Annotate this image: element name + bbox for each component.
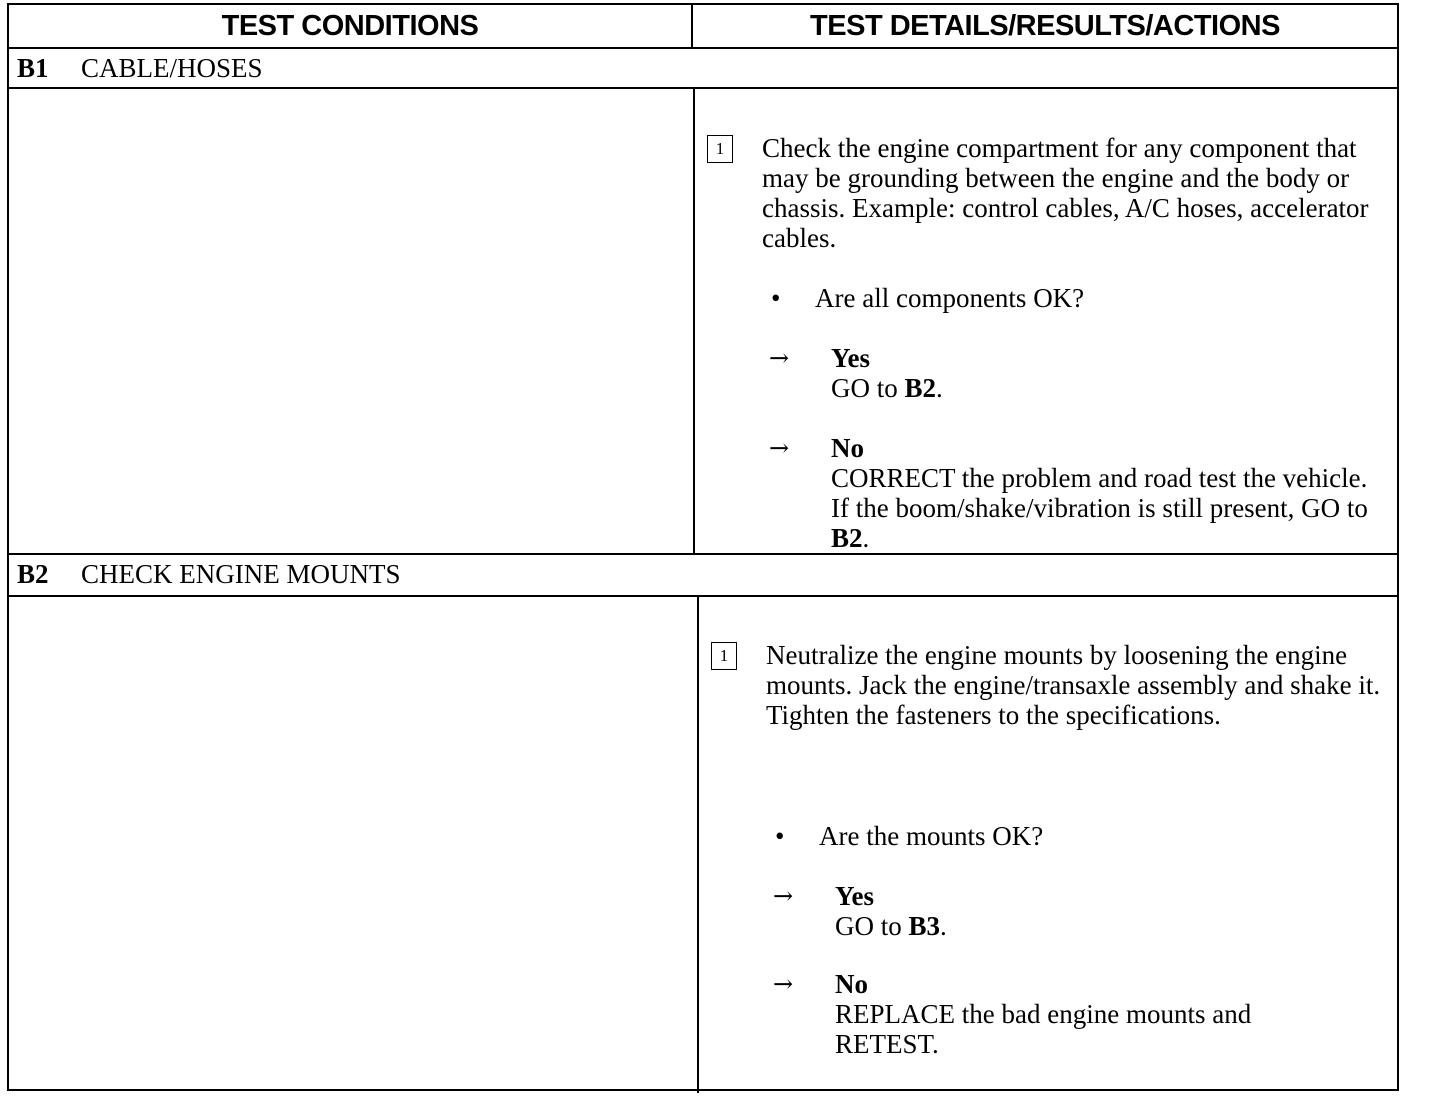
section-b1-title-divider: [9, 87, 1397, 89]
section-b1-yes-branch: [769, 343, 1371, 403]
section-b1-no-action: CORRECT the problem and road test the vehicle. If the boom/shake/vibration is still present, GO to B2.: [831, 463, 1368, 553]
section-b1-question-text: Are all components OK?: [815, 283, 1085, 313]
section-b1-no-label: No: [831, 433, 864, 463]
section-b1-step-number: 1: [707, 135, 733, 163]
diagnostic-table: [7, 3, 1399, 1091]
section-b2-yes-action: GO to B3.: [835, 911, 947, 941]
section-b2-question-text: Are the mounts OK?: [819, 821, 1044, 851]
header-column-divider: [691, 5, 693, 47]
section-b1-no-branch: [769, 433, 1371, 553]
section-b2-step-number: 1: [711, 642, 737, 670]
section-b1-id: B1: [17, 52, 49, 83]
section-b2-no-action: REPLACE the bad engine mounts and RETEST.: [835, 999, 1252, 1059]
section-b2-no-branch: [773, 969, 1335, 1059]
section-b1-name: CABLE/HOSES: [81, 52, 263, 83]
arrow-right-icon: →: [769, 344, 790, 372]
header-test-details: TEST DETAILS/RESULTS/ACTIONS: [810, 9, 1280, 42]
section-b2-id: B2: [17, 558, 49, 589]
section-b2-name: CHECK ENGINE MOUNTS: [81, 558, 401, 589]
section-b1-yes-action: GO to B2.: [831, 373, 943, 403]
section-b1-yes-label: Yes: [831, 343, 870, 373]
bullet-icon: •: [771, 283, 781, 313]
section-b2-column-divider: [697, 597, 699, 1093]
section-b2-yes-branch: [773, 881, 1375, 941]
section-b2-question: [775, 821, 1043, 851]
section-b1-title: [17, 49, 263, 87]
section-b2-step-text: Neutralize the engine mounts by loosening the engine mounts. Jack the engine/transaxle assembly and shake it. Tighten the fasteners to the specifications.: [766, 640, 1381, 730]
section-b2-title: [17, 555, 401, 593]
section-b1-column-divider: [693, 89, 695, 553]
section-b2-no-label: No: [835, 969, 868, 999]
bullet-icon: •: [775, 821, 785, 851]
section-b2-title-divider: [9, 595, 1397, 597]
arrow-right-icon: →: [773, 882, 794, 910]
header-test-conditions: TEST CONDITIONS: [221, 9, 479, 42]
section-b1-question: [771, 283, 1084, 313]
arrow-right-icon: →: [773, 970, 794, 998]
section-b2-yes-label: Yes: [835, 881, 874, 911]
arrow-right-icon: →: [769, 434, 790, 462]
section-b1-step-text: Check the engine compartment for any component that may be grounding between the engine and the body or chassis. Example: control cables, A/C hoses, accelerator cables.: [762, 133, 1369, 253]
